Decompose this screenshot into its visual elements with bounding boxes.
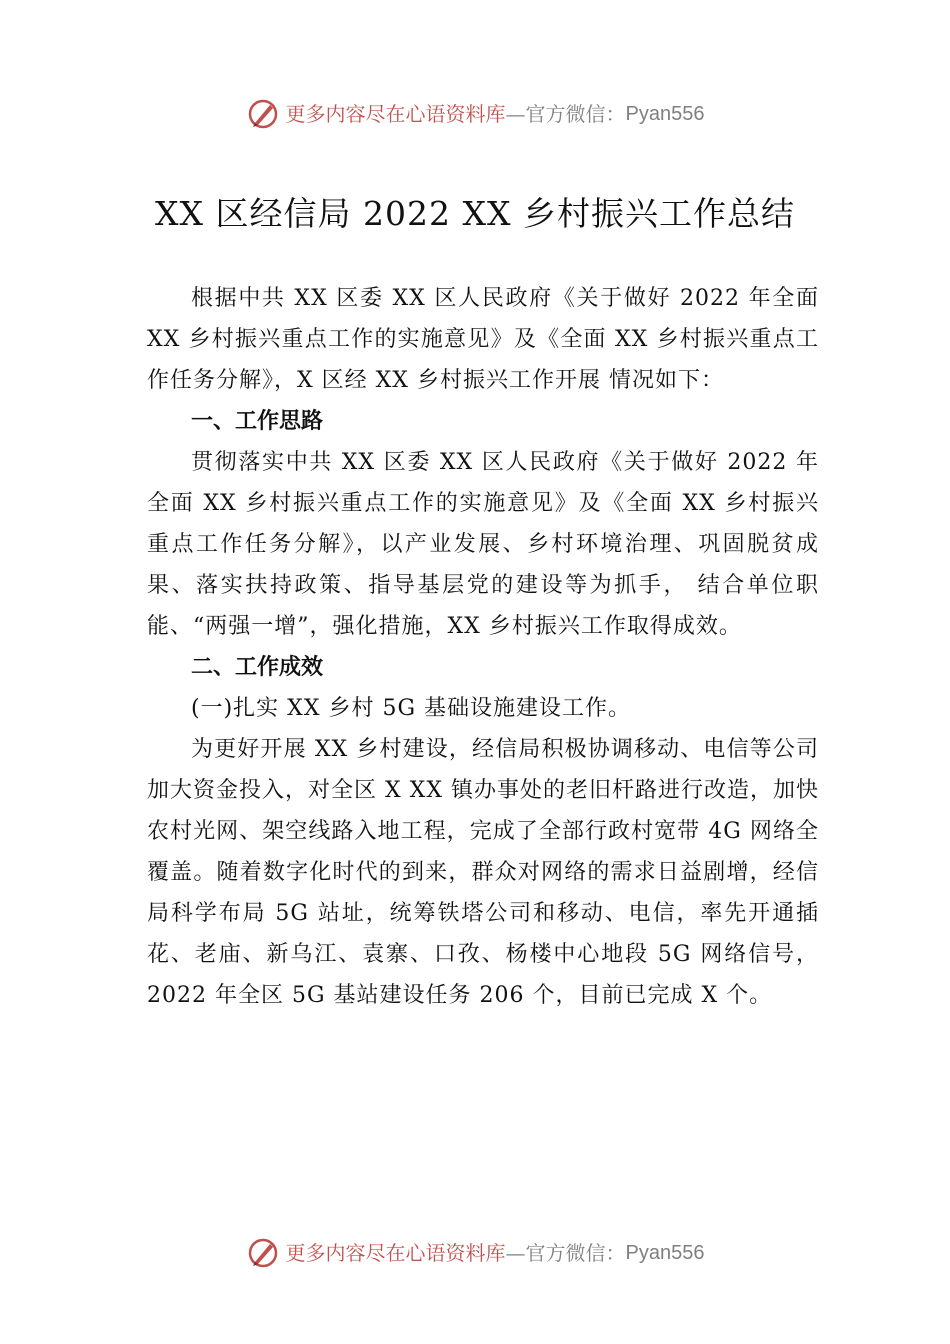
approach-paragraph: 贯彻落实中共 XX 区委 XX 区人民政府《关于做好 2022 年全面 XX 乡村振兴重点工作的实施意见》及《全面 XX 乡村振兴重点工作任务分解》，以产业发展、乡村环境治理、巩固脱贫成果、落实扶持政策、指导基层党的建设等为抓手， 结合单位职能、“两强一增”，强化措施，XX 乡村振兴工作取得成效。 [147,450,819,639]
document-title: XX 区经信局 2022 XX 乡村振兴工作总结 [155,194,795,233]
pen-logo-icon [246,1236,280,1270]
banner-wechat-id: Pyan556 [625,1242,705,1264]
banner-wechat-label: 官方微信： [525,102,626,126]
banner-site-name: 更多内容尽在心语资料库 [285,1241,506,1265]
footer-watermark-banner [0,1233,950,1273]
5g-paragraph: 为更好开展 XX 乡村建设，经信局积极协调移动、电信等公司加大资金投入，对全区 X XX 镇办事处的老旧杆路进行改造，加快农村光网、架空线路入地工程，完成了全部行政村宽带 4G 网络全覆盖。随着数字化时代的到来，群众对网络的需求日益剧增，经信局科学布局 5G 站址，统筹铁塔公司和移动、电信，率先开通插花、老庙、新乌江、袁寨、口孜、杨楼中心地段 5G 网络信号，2022 年全区 5G 基站建设任务 206 个，目前已完成 X 个。 [147,737,819,1008]
pen-logo-icon [246,97,280,131]
subsection-heading-5g: (一)扎实 XX 乡村 5G 基础设施建设工作。 [191,696,632,721]
banner-site-name: 更多内容尽在心语资料库 [285,102,506,126]
intro-paragraph: 根据中共 XX 区委 XX 区人民政府《关于做好 2022 年全面 XX 乡村振兴重点工作的实施意见》及《全面 XX 乡村振兴重点工作任务分解》，X 区经 XX 乡村振兴工作开展 情况如下： [147,286,819,393]
header-watermark-banner [0,94,950,134]
section-heading-approach: 一、工作思路 [191,409,324,434]
banner-dash: — [505,102,526,126]
banner-wechat-label: 官方微信： [525,1241,626,1265]
banner-dash: — [505,1241,526,1265]
banner-wechat-id: Pyan556 [625,103,705,125]
document-body [147,278,819,1016]
section-heading-results: 二、工作成效 [191,655,324,680]
